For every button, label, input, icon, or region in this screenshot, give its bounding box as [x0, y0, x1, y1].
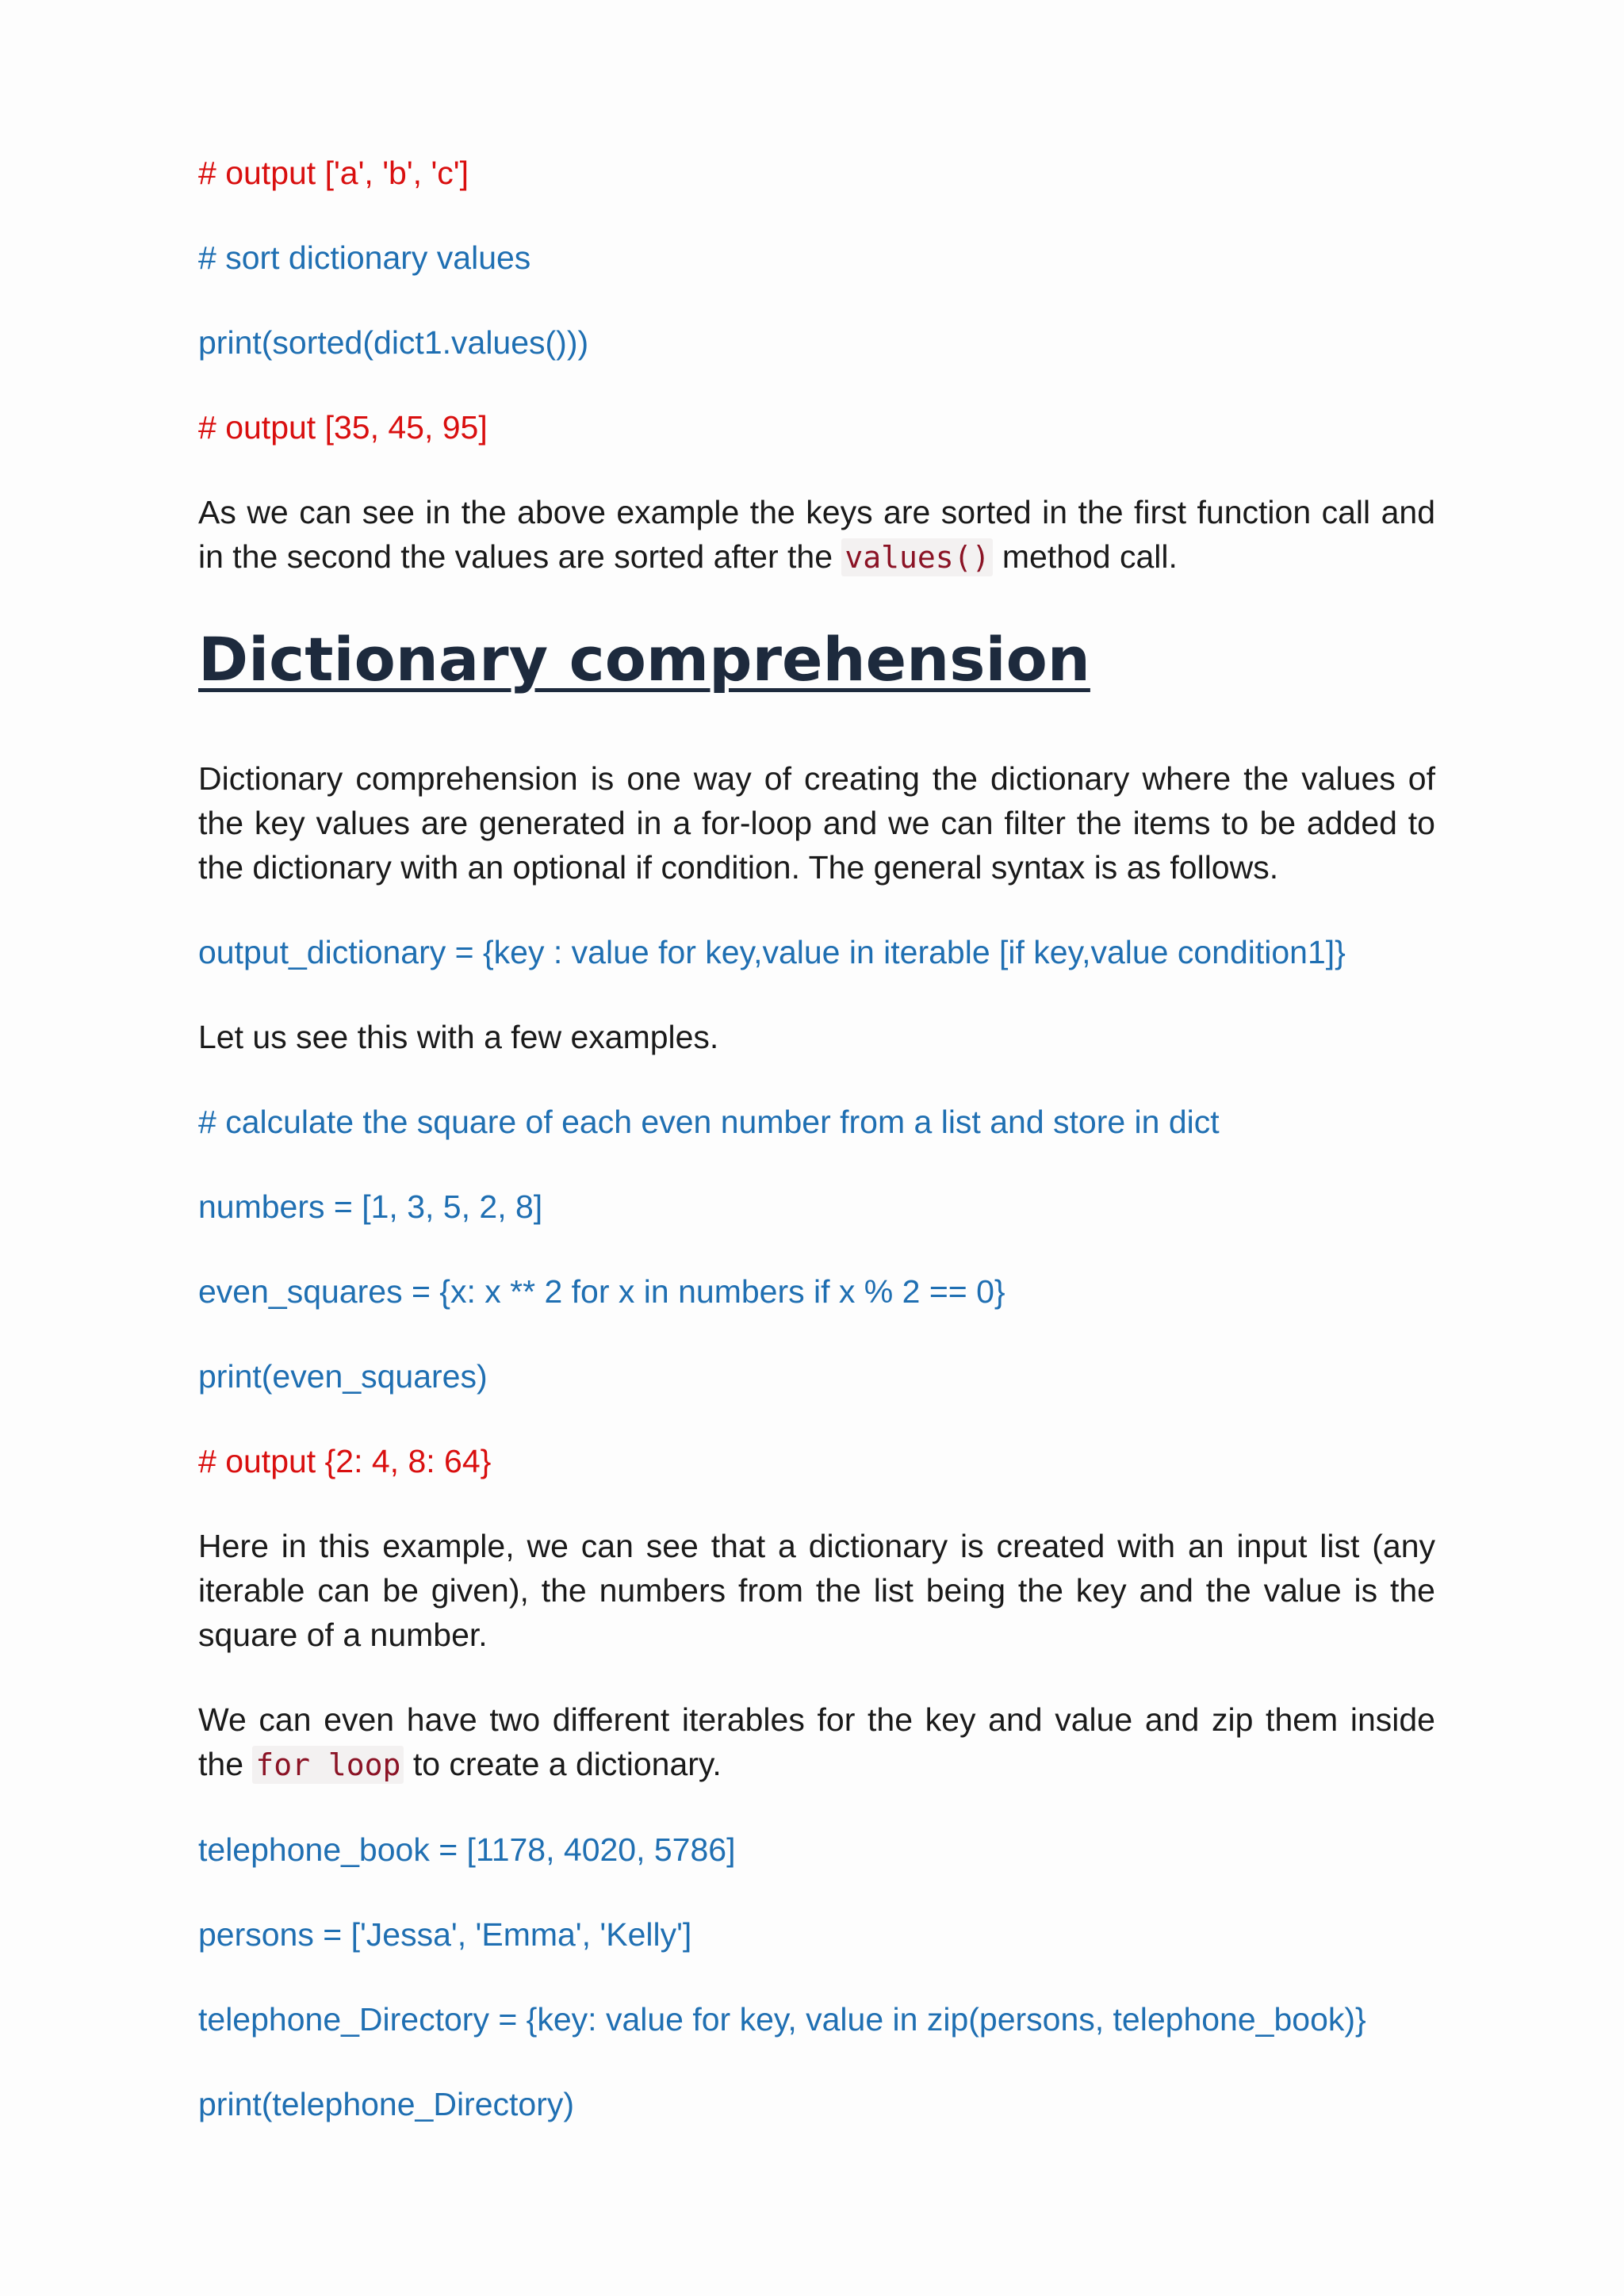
code-syntax-line: output_dictionary = {key : value for key,value in iterable [if key,value condition1]} [198, 934, 1346, 970]
code-persons: persons = ['Jessa', 'Emma', 'Kelly'] [198, 1916, 692, 1953]
inline-code-for-loop: for loop [252, 1746, 404, 1784]
code-comment-square: # calculate the square of each even number from a list and store in dict [198, 1104, 1220, 1140]
code-print-telephone-directory: print(telephone_Directory) [198, 2086, 575, 2122]
code-output-keys: # output ['a', 'b', 'c'] [198, 155, 469, 191]
code-print-even-squares: print(even_squares) [198, 1358, 488, 1395]
code-numbers: numbers = [1, 3, 5, 2, 8] [198, 1188, 543, 1225]
section-heading: Dictionary comprehension [198, 624, 1090, 695]
document-content [198, 151, 1435, 2167]
paragraph-text: As we can see in the above example the keys are sorted in the first function call and in the second the values are sorted after the [198, 494, 1435, 575]
code-telephone-book: telephone_book = [1178, 4020, 5786] [198, 1831, 736, 1868]
code-output-even-squares: # output {2: 4, 8: 64} [198, 1443, 492, 1479]
paragraph-text: We can even have two different iterables for the key and value and zip them inside the [198, 1701, 1435, 1782]
code-print-sorted-values: print(sorted(dict1.values())) [198, 324, 589, 361]
code-comment-sort-values: # sort dictionary values [198, 239, 531, 276]
code-output-values: # output [35, 45, 95] [198, 409, 488, 446]
code-telephone-directory: telephone_Directory = {key: value for key, value in zip(persons, telephone_book)} [198, 2001, 1366, 2038]
inline-code-values: values() [841, 538, 993, 576]
paragraph-text: method call. [1002, 538, 1178, 575]
paragraph-text: to create a dictionary. [412, 1746, 722, 1782]
paragraph-sorted-explanation [198, 490, 1435, 580]
paragraph-examples-intro: Let us see this with a few examples. [198, 1019, 719, 1055]
paragraph-zip-intro [198, 1697, 1435, 1787]
paragraph-comprehension-intro: Dictionary comprehension is one way of creating the dictionary where the values of the key values are generated in a for-loop and we can filter the items to be added to the dictionary with an optional if condition. The general syntax is as follows. [198, 760, 1435, 886]
paragraph-example-explanation: Here in this example, we can see that a dictionary is created with an input list (any iterable can be given), the numbers from the list being the key and the value is the square of a number. [198, 1528, 1435, 1653]
code-even-squares: even_squares = {x: x ** 2 for x in numbers if x % 2 == 0} [198, 1273, 1005, 1310]
